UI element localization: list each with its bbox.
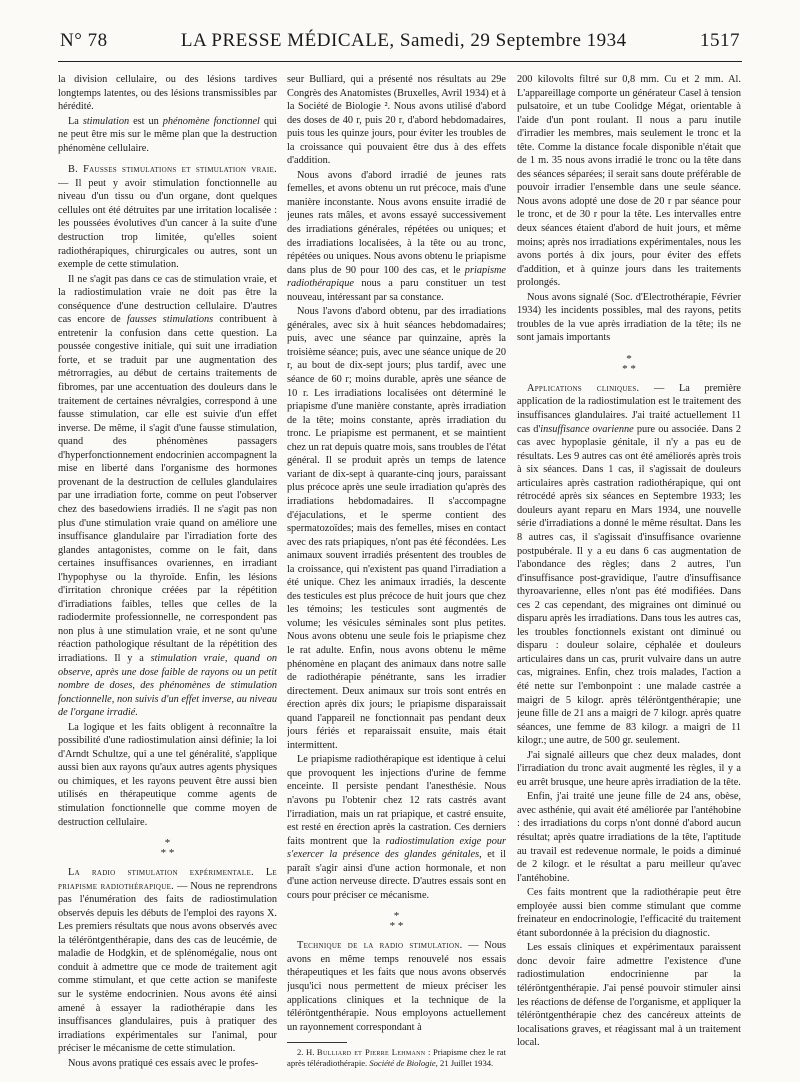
- paragraph: Nous l'avons d'abord obtenu, par des irradiations générales, avec six à huit séances hebdomadaires; puis, avec une séance par quinzaine, après la troisième séance; puis, avec une séance unique de 20 r, au bout de dix-sept jours; plus tardif, avec une séance de 60 r; moins durable, après une séance de 10 r. Les irradiations localisées ont déterminé le priapisme d'une manière constante, après irradiation de la tête; moins constante, après irradiation du tronc. Le priapisme est permanent, et se maintient chez un rat depuis quatre mois, sans troubles de l'état général. Il se produit après un temps de latence variant de dix-sept à quarante-cinq jours, paraissant plus précoce après une seule irradiation qu'après des irradiations hebdomadaires. Il s'accompagne d'éjaculations, et le sperme contient des spermatozoïdes; mais des femelles, mises en contact avec des rats priapiques, n'ont pas été fécondées. Les animaux souvent irradiés présentent des troubles de la croissance, qui n'existent pas quand l'irradiation a été unique. Chez les animaux irradiés, la descente des testicules est plus précoce de huit jours que chez les témoins; les testicules sont augmentés de volume; les vésicules séminales sont plus petites. Nous avons obtenu une seule fois le priapisme chez le rat adulte. Enfin, nous avons obtenu le même phénomène en plaçant des animaux dans notre salle de radiothérapie pénétrante, sans les irradier directement. Deux animaux sur trois sont entrés en érection après dix jours; le priapisme disparaissait quand l'appareil ne fonctionnait pas pendant deux jours fériés et reparaissait ensuite, mais était intermittent.: [287, 306, 506, 751]
- paragraph: Nous avons d'abord irradié de jeunes rats femelles, et avons obtenu un rut précoce, mais d'une manière inconstante. Nous avons ensuite irradié de jeunes rats mâles, et avons essayé successivement des irradiations générales, répétées ou uniques; et des irradiations localisées, à la tête ou au tronc, répétées ou uniques. Nous avons obtenu le priapisme dans plus de 90 pour 100 des cas, et le priapisme radiothérapique nous a paru constituer un test nouveau, intéressant par sa constance.: [287, 169, 506, 303]
- section-separator: * * *: [622, 352, 636, 375]
- section-separator: * * *: [160, 837, 175, 860]
- paragraph: La stimulation est un phénomène fonctionnel qui ne peut être mis sur le même plan que la destruction phénomène cellulaire.: [58, 115, 277, 154]
- section-separator: * * *: [389, 910, 404, 933]
- footnote-rule: [287, 1042, 347, 1043]
- paragraph: la division cellulaire, ou des lésions tardives longtemps latentes, ou des lésions transmissibles par hérédité.: [58, 74, 277, 113]
- paragraph: 200 kilovolts filtré sur 0,8 mm. Cu et 2 mm. Al. L'appareillage comporte un générateur Casel à tension pulsatoire, et un tube Coolidge Mégat, orientable à l'aide d'un pont roulant. Il nous a paru inutile d'irradier les membres, mais seulement le tronc et la tête. Comme la distance focale disponible n'était que de 1 m. 35 nous avons irradié le tronc ou la tête dans des séances séparées; il serait sans doute préférable de pouvoir irradier l'ensemble dans une seule séance. Nous avons adopté une dose de 20 r par séance pour le tronc, et de 30 r pour la tête. Les intervalles entre deux séances étaient d'abord de huit jours, et même moins; après nos irradiations expérimentales, nous les avons portés à dix jours, pour éviter des effets d'addition, et à quinze jours dans les traitements prolongés.: [517, 74, 741, 289]
- section-heading-paragraph: B. Fausses stimulations et stimulation vraie. — Il peut y avoir stimulation fonctionnelle au niveau d'un tissu ou d'un organe, dont quelques cellules ont été détruites par une irritation localisée : les poussées évolutives d'un cancer à la suite d'une destruction trop limitée, qu'elles soient radiothérapiques, chirurgicales ou autres, sont un exemple de cette stimulation.: [58, 164, 277, 271]
- issue-number: N° 78: [60, 30, 108, 51]
- header-rule: [58, 61, 742, 62]
- paragraph: Les essais cliniques et expérimentaux paraissent donc devoir faire admettre l'existence d'une radiostimulation endocrinienne par la téléröntgenthérapie. J'ai pensé pouvoir stimuler ainsi les réactions de défense de l'organisme, et appliquer la téléröntgenthérapie chez des cancéreux atteints de localisations graves, et réagissant mal à un traitement local.: [517, 942, 741, 1049]
- section-heading-paragraph: Technique de la radio stimulation. — Nous avons en même temps renouvelé nos essais thérapeutiques et les faits que nous avons observés jusqu'ici nous permettent de mieux préciser les applications cliniques et la technique de la téléröntgenthérapie. Nous employons actuellement un rayonnement correspondant à: [287, 940, 506, 1033]
- section-heading: Applications cliniques.: [527, 382, 640, 394]
- paragraph: Enfin, j'ai traité une jeune fille de 24 ans, obèse, avec asthénie, qui avait été améliorée par l'antéhobine : des irradiations du corps n'ont donné d'abord aucun résultat; après quatre irradiations de la tête, l'aptitude au travail est redevenue normale, le poids a diminué de 2 kilogr. et le résultat a paru meilleur qu'avec l'antéhobine.: [517, 791, 741, 884]
- paragraph: seur Bulliard, qui a présenté nos résultats au 29e Congrès des Anatomistes (Bruxelles, Avril 1934) et à la Société de Biologie ². Nous avons utilisé d'abord des doses de 40 r, puis 20 r, d'abord hebdomadaires, puis tous les quinze jours, pour éviter les troubles de la croissance qui pouvaient être dus à des effets d'addition.: [287, 74, 506, 167]
- section-heading: La radio stimulation expérimentale. Le priapisme radiothérapique.: [58, 867, 277, 892]
- section-heading: B. Fausses stimulations et stimulation vraie.: [68, 164, 277, 176]
- column-1: [58, 73, 277, 1073]
- paragraph: Il ne s'agit pas dans ce cas de stimulation vraie, et la radiostimulation vraie ne doit pas être la conséquence d'une destruction cellulaire. D'autres cas encore de fausses stimulations contribuent à entretenir la confusion dans cette question. La poussée congestive initiale, qui suit une irradiation forte, et se traduit par une augmentation des métrorragies, au début de certains traitements de fibromes, par une accentuation des douleurs dans le traitement de certaines névralgies, correspond à une fausse stimulation, car elle est suivie d'un effet inverse. De même, il s'agit d'une fausse stimulation, quand des phénomènes passagers d'hyperfonctionnement endocrinien accompagnent la mise en liberté dans l'organisme des hormones provenant de la destruction de cellules glandulaires par une irradiation forte, comme on peut l'observer chez des basedowiens irradiés. Il ne s'agit pas non plus d'une stimulation vraie quand on améliore une insuffisance glandulaire par l'irradiation forte des glandes antagonistes, comme on le fait, dans certaines insuffisances ovariennes, en irradiant l'hypophyse ou la thyroïde. Enfin, les lésions d'irritation chronique créées par la répétition d'irradiations faibles, telles que celles de la radiodermite professionnelle, ne correspondent pas non plus à une stimulation vraie, et ne sont qu'une réaction pathologique résultant de la répétition des irradiations. Il y a stimulation vraie, quand on observe, après une dose faible de rayons ou un petit nombre de doses, des phénomènes de stimulation fonctionnelle, non suivis d'un effet inverse, au niveau de l'organe irradié.: [58, 273, 277, 719]
- paragraph: Nous avons pratiqué ces essais avec le profes-: [68, 1057, 259, 1069]
- page-number: 1517: [700, 30, 740, 51]
- section-heading-paragraph: Applications cliniques. — La première application de la radiostimulation est le traitement des insuffisances glandulaires. J'ai traité actuellement 11 cas d'insuffisance ovarienne pure ou associée. Dans 2 cas avec hypoplasie génitale, il n'y a pas eu de résultats. Les 9 autres cas ont été améliorés après trois à six séances. Dans 1 cas, il s'agissait de douleurs articulaires après castration radiothérapique, qui ont rétrocédé après six séances en Septembre 1933; les douleurs ayant reparu en Mars 1934, une nouvelle série d'irradiations a donné le même résultat. Dans les 8 autres cas, il s'agissait d'insuffisance ovarienne postpubérale. Il y a eu dans 6 cas augmentation de l'abondance des règles; dans 2 autres, l'un d'insuffisance post-gravidique, l'autre d'insuffisance thyroavarienne, elles n'ont pas été modifiées. Dans ces 2 cas cependant, des migraines ont diminué ou disparu après les irradiations. Dans tous les autres cas, les troubles fonctionnels existant ont diminué ou disparu : douleur solaire, céphalée et douleurs articulaires dans un cas, prurit vulvaire dans un autre cas, migraines. Enfin, chez trois malades, l'action a été nette sur l'embonpoint : une malade castrée a maigri de 5 kilogr. après téléröntgenthérapie; une jeune fille de 21 ans a maigri de 7 kilogr. après quatre séances, une femme de 83 kilogr. a maigri de 11 kilogr.; une autre, de 500 gr. seulement.: [517, 382, 741, 747]
- paragraph: Ces faits montrent que la radiothérapie peut être employée aussi bien comme stimulant que comme freinateur en endocrinologie, l'efficacité du traitement étant subordonnée à la précision du diagnostic.: [517, 887, 741, 939]
- paragraph: Nous avons signalé (Soc. d'Electrothérapie, Février 1934) les incidents possibles, mal des rayons, petits troubles de la vue après irradiation de la tête; ils ne sont jamais importants: [517, 291, 741, 344]
- section-heading-paragraph: La radio stimulation expérimentale. Le priapisme radiothérapique. — Nous ne reprendrons pas l'énumération des faits de radiostimulation observés depuis les débuts de l'emploi des rayons X. Les premiers résultats que nous avons observés avec la téléröntgenthérapie, dans des cas de leucémie, de maladie de Hodgkin, et de splénomégalie, nous ont conduit à admettre que ce mode de traitement agit comme stimulant, et que cette action se manifeste sur le système endocrinien. Nous avons été ainsi amené à essayer la radiothérapie dans les insuffisances glandulaires, puis à pratiquer des irradiations expérimentales sur l'animal, pour préciser le mécanisme de cette stimulation.: [58, 867, 277, 1055]
- column-2: [287, 73, 506, 1073]
- column-3: [517, 73, 741, 1073]
- section-heading: Technique de la radio stimulation.: [297, 940, 463, 952]
- paragraph: J'ai signalé ailleurs que chez deux malades, dont l'irradiation du tronc avait augmenté les règles, il y a eu arrêt brusque, une heure après irradiation de la tête.: [517, 749, 741, 788]
- journal-title: LA PRESSE MÉDICALE, Samedi, 29 Septembre 1934: [180, 30, 627, 51]
- footnote: 2. H. Bulliard et Pierre Lehmann : Priapisme chez le rat après téléradiothérapie. Société de Biologie, 21 Juillet 1934.: [287, 1047, 506, 1069]
- page-header: [60, 30, 740, 56]
- paragraph: La logique et les faits obligent à reconnaître la possibilité d'une radiostimulation ainsi définie; la loi d'Arndt Schultze, qui a une tel généralité, s'applique aussi bien aux rayons qu'aux autres agents physiques ou chimiques, et les rayons peuvent être aussi bien utilisés en thérapeutique comme agents de stimulation fonctionnelle que comme moyen de destruction cellulaire.: [58, 721, 277, 828]
- paragraph: Le priapisme radiothérapique est identique à celui que provoquent les injections d'urine de femme enceinte. Il persiste pendant l'anesthésie. Nous n'avons pu l'obtenir chez 12 rats castrés avant l'irradiation, mais un rat priapique, et castré ensuite, est resté en érection après la castration. Ces derniers faits montrent que la radiostimulation exige pour s'exercer la présence des glandes génitales, et il paraît s'agir ainsi d'une action hormonale, et non d'une action nerveuse directe. D'autres essais sont en cours pour préciser ce mécanisme.: [287, 754, 506, 901]
